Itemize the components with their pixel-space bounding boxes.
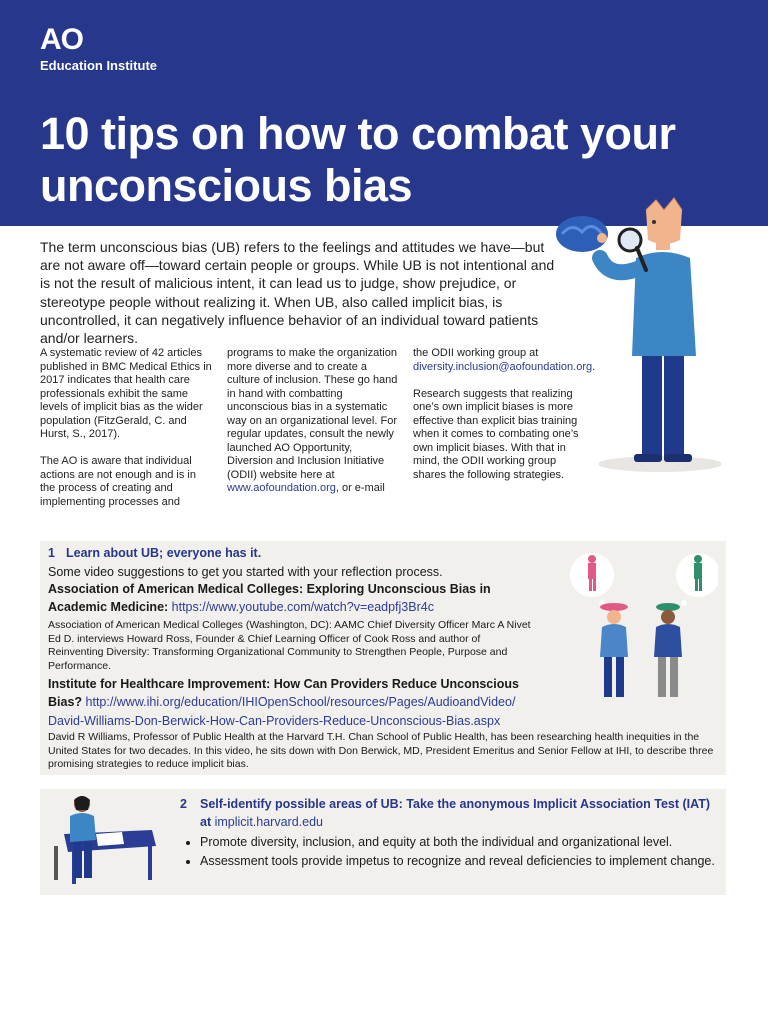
column-1-paragraph-1: A systematic review of 42 articles published in BMC Medical Ethics in 2017 indicates that health care professionals exhibit the same levels of implicit bias as the wider population (FitzGerald, C. and Hurst, S., 2017). bbox=[40, 347, 212, 440]
diversity-email-link[interactable]: diversity.inclusion@aofoundation.org bbox=[413, 360, 593, 373]
implicit-harvard-link[interactable]: implicit.harvard.edu bbox=[214, 815, 323, 829]
tip-2-bullet-1: • Promote diversity, inclusion, and equity at both the individual and organizational level. bbox=[200, 833, 720, 852]
desk-test-illustration bbox=[44, 790, 162, 890]
tip-2-at-label: at bbox=[200, 815, 215, 829]
youtube-link[interactable]: https://www.youtube.com/watch?v=eadpfj3Br4c bbox=[171, 600, 434, 614]
video-1-title-b: Academic Medicine: bbox=[48, 600, 172, 614]
video-1-title-a: Association of American Medical Colleges: Exploring Unconscious Bias in bbox=[48, 582, 491, 596]
tip-1-heading-text: Learn about UB; everyone has it. bbox=[66, 546, 262, 560]
video-2-description: David R Williams, Professor of Public Health at the Harvard T.H. Chan School of Public Health, has been researching health inequities in the United States for two decades. In this video, he sits down with Don Berwick, MD, President Emeritus and Senior Fellow at IHI, to describe three promising strategies to reduce implicit bias. bbox=[48, 731, 714, 770]
logo-mark: AO bbox=[40, 23, 83, 56]
column-1-paragraph-2: The AO is aware that individual actions are not enough and is in the process of creating and implementing processes and bbox=[40, 455, 196, 508]
video-2-title-b: Bias? bbox=[48, 695, 86, 709]
video-1-description: Association of American Medical Colleges (Washington, DC): AAMC Chief Diversity Officer Marc A Nivet Ed D. interviews Howard Ross, Founder & Chief Learning Officer of Cook Ross and author of Reinventing Diversity: Transforming Organizational Community to Strengthen People, Purpose and Performance. bbox=[48, 619, 531, 672]
tip-2-content bbox=[180, 795, 720, 870]
aofoundation-link[interactable]: www.aofoundation.org bbox=[227, 482, 336, 494]
group-thought-illustration bbox=[558, 545, 718, 705]
column-3-lead: the ODII working group at bbox=[413, 347, 539, 359]
tip-2-heading bbox=[180, 795, 720, 813]
ao-logo[interactable] bbox=[40, 23, 157, 73]
ihi-link-part-1[interactable]: http://www.ihi.org/education/IHIOpenSchool/resources/Pages/AudioandVideo/ bbox=[85, 695, 516, 709]
tip-2-bullets bbox=[180, 833, 720, 870]
column-3-paragraph-2: Research suggests that realizing one’s own implicit biases is more effective than explicit bias training when it comes to combating one’s own implicit biases. With that in mind, the ODII working group shares the following strategies. bbox=[413, 387, 579, 481]
intro-paragraph: The term unconscious bias (UB) refers to the feelings and attitudes we have—but are not aware off—toward certain people or groups. While UB is not intentional and is not the result of malicious intent, it can lead us to judge, show prejudice, or stereotype people without realizing it. When UB, also called implicit bias, is uncontrolled, it can negatively influence behavior of an individual toward patients and/or learners. bbox=[40, 239, 555, 347]
column-2-text: programs to make the organization more diverse and to create a culture of inclusion. These go hand in hand with combatting unconscious bias in a systematic way on an organizational level. For regular updates, consult the newly launched AO Opportunity, Diversion and Inclusion Initiative (ODII) website here at bbox=[227, 347, 398, 481]
column-2-tail: , or e-mail bbox=[335, 482, 385, 494]
tip-1-intro: Some video suggestions to get you started with your reflection process. bbox=[48, 565, 443, 579]
column-1 bbox=[40, 347, 212, 523]
page-title: 10 tips on how to combat your unconscious bias bbox=[40, 108, 676, 211]
column-2 bbox=[227, 347, 399, 509]
logo-subtitle: Education Institute bbox=[40, 58, 157, 73]
tip-2-bullet-2: • Assessment tools provide impetus to recognize and reveal deficiencies to implement change. bbox=[200, 852, 720, 871]
tip-1-number: 1 bbox=[48, 546, 55, 560]
ihi-link-part-2[interactable]: David-Williams-Don-Berwick-How-Can-Providers-Reduce-Unconscious-Bias.aspx bbox=[48, 714, 501, 728]
video-2-title-a: Institute for Healthcare Improvement: How Can Providers Reduce Unconscious bbox=[48, 677, 519, 691]
column-3 bbox=[413, 347, 596, 496]
tip-2-number: 2 bbox=[180, 797, 187, 811]
tip-2-heading-text: Self-identify possible areas of UB: Take the anonymous Implicit Association Test (IAT) bbox=[200, 797, 711, 811]
column-3-tail: . bbox=[592, 360, 596, 373]
